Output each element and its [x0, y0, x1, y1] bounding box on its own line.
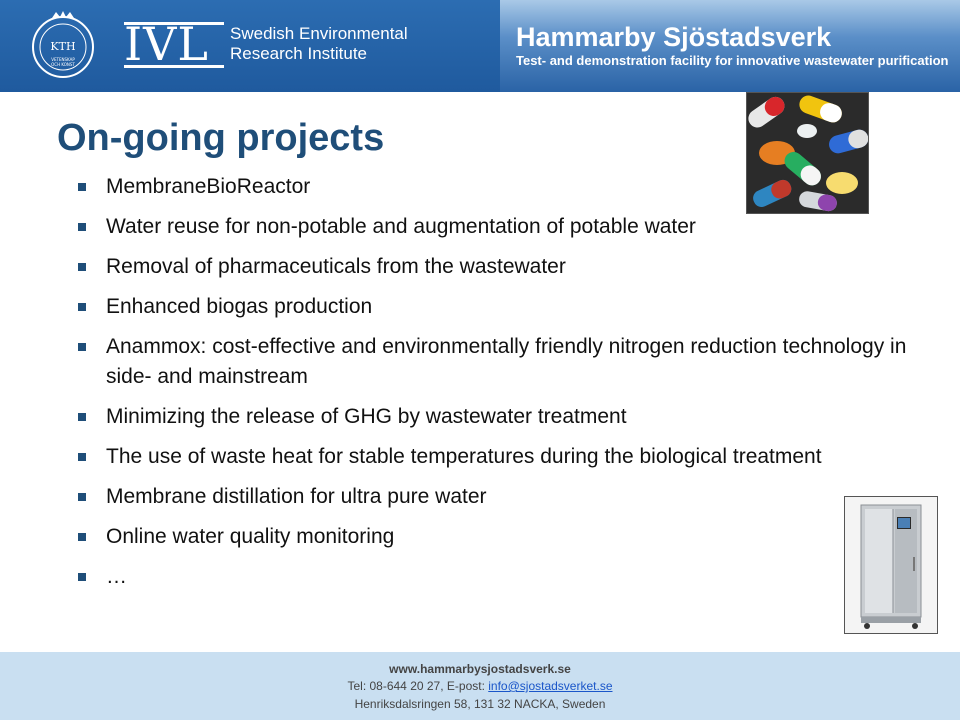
header-banner	[0, 0, 960, 92]
list-item	[76, 522, 956, 552]
footer-address: Henriksdalsringen 58, 131 32 NACKA, Sweden	[354, 697, 606, 711]
list-item-text: MembraneBioReactor	[106, 175, 311, 198]
footer	[0, 652, 960, 720]
bullet-square-icon	[78, 183, 86, 191]
list-item-text: …	[106, 565, 127, 588]
ivl-name-line2: Research Institute	[230, 44, 368, 63]
bullet-square-icon	[78, 493, 86, 501]
list-item	[76, 292, 956, 322]
project-list	[76, 172, 956, 602]
bullet-square-icon	[78, 343, 86, 351]
list-item	[76, 172, 956, 202]
list-item	[76, 212, 956, 242]
device-photo	[844, 496, 938, 634]
list-item	[76, 442, 956, 472]
list-item-text: Online water quality monitoring	[106, 525, 395, 548]
bullet-square-icon	[78, 453, 86, 461]
list-item	[76, 252, 956, 282]
footer-contact-prefix: Tel: 08-644 20 27, E-post:	[347, 679, 489, 693]
list-item-text: Enhanced biogas production	[106, 295, 373, 318]
ivl-logo: IVL	[124, 20, 224, 68]
list-item-text: Minimizing the release of GHG by wastewater treatment	[106, 405, 627, 428]
bullet-square-icon	[78, 303, 86, 311]
list-item-text: Water reuse for non-potable and augmentation of potable water	[106, 215, 696, 238]
bullet-square-icon	[78, 533, 86, 541]
footer-contact	[0, 679, 960, 693]
list-item-text: Membrane distillation for ultra pure water	[106, 485, 487, 508]
ivl-name-line1: Swedish Environmental	[230, 24, 408, 43]
svg-text:VETENSKAP: VETENSKAP	[51, 57, 75, 62]
list-item	[76, 332, 956, 392]
ivl-name	[230, 24, 408, 64]
bullet-square-icon	[78, 263, 86, 271]
svg-text:KTH: KTH	[50, 40, 76, 53]
svg-text:OCH KONST: OCH KONST	[51, 62, 75, 67]
bullet-square-icon	[78, 413, 86, 421]
email-link[interactable]: info@sjostadsverket.se	[488, 679, 613, 693]
list-item	[76, 402, 956, 432]
facility-title: Hammarby Sjöstadsverk	[516, 22, 832, 52]
kth-logo	[30, 10, 96, 80]
list-item-text: Anammox: cost-effective and environmentally friendly nitrogen reduction technology in side- and mainstream	[106, 335, 907, 388]
bullet-square-icon	[78, 573, 86, 581]
footer-website: www.hammarbysjostadsverk.se	[389, 662, 571, 676]
list-item-text: The use of waste heat for stable temperatures during the biological treatment	[106, 445, 822, 468]
bullet-square-icon	[78, 223, 86, 231]
list-item-text: Removal of pharmaceuticals from the wastewater	[106, 255, 566, 278]
list-item	[76, 482, 956, 512]
facility-subtitle: Test- and demonstration facility for innovative wastewater purification	[516, 53, 949, 68]
list-item	[76, 562, 956, 592]
page-title: On-going projects	[57, 117, 385, 159]
